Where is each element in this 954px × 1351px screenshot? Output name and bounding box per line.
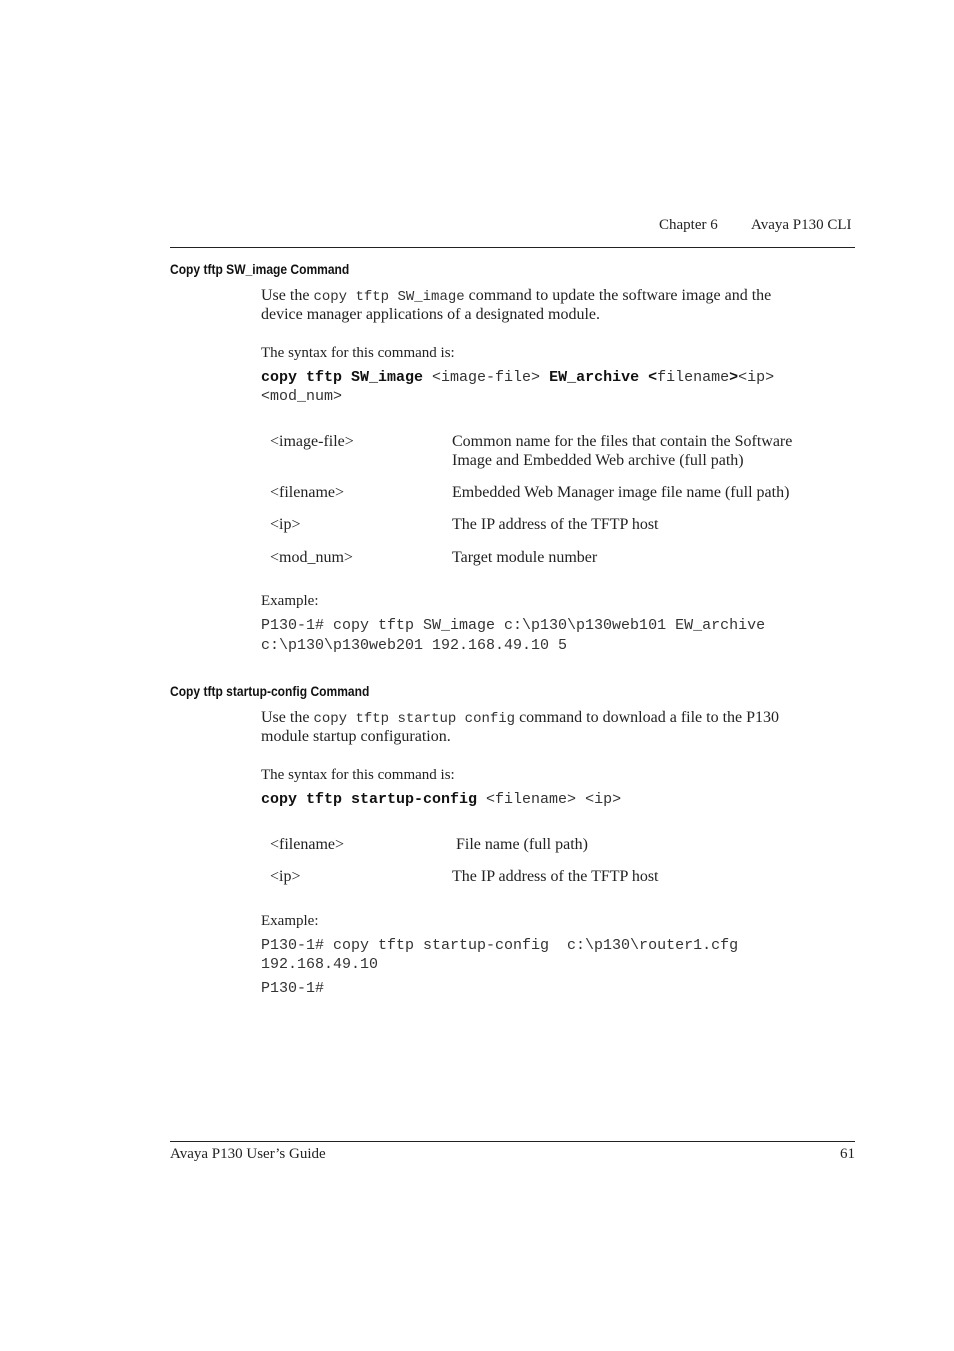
syntax-keyword-ew-archive: EW_archive < xyxy=(549,369,658,386)
section2-example-line: P130-1# xyxy=(261,980,325,997)
param-desc: Target module number xyxy=(452,549,598,566)
intro-code: copy tftp startup config xyxy=(313,711,516,727)
intro-suffix: command to update the software image and the xyxy=(464,287,772,304)
section1-example-line: P130-1# copy tftp SW_image c:\p130\p130web101 EW_archive xyxy=(261,617,766,634)
syntax-bracket: > xyxy=(729,369,739,386)
param-desc: Image and Embedded Web archive (full path) xyxy=(452,452,744,469)
section2-syntax-intro: The syntax for this command is: xyxy=(261,767,455,783)
section1-example-line: c:\p130\p130web201 192.168.49.10 5 xyxy=(261,637,568,654)
param-name: <ip> xyxy=(270,868,301,885)
section1-intro-line1 xyxy=(261,286,771,307)
syntax-command: copy tftp startup-config xyxy=(261,791,478,808)
section2-example-label: Example: xyxy=(261,913,319,929)
header-chapter: Chapter 6 xyxy=(659,217,718,233)
param-name: <image-file> xyxy=(270,433,354,450)
intro-suffix: command to download a file to the P130 xyxy=(515,709,780,726)
section-heading-startup-config: Copy tftp startup-config Command xyxy=(170,683,370,699)
section2-example-line: 192.168.49.10 xyxy=(261,956,379,973)
section2-intro-line1 xyxy=(261,708,779,729)
param-name: <ip> xyxy=(270,516,301,533)
param-desc: The IP address of the TFTP host xyxy=(452,868,659,885)
syntax-command: copy tftp SW_image xyxy=(261,369,424,386)
header-rule xyxy=(170,247,855,248)
param-desc: Embedded Web Manager image file name (full path) xyxy=(452,484,790,501)
param-desc: The IP address of the TFTP host xyxy=(452,516,659,533)
syntax-args: <filename> <ip> xyxy=(477,791,622,808)
page-number: 61 xyxy=(840,1146,855,1162)
section1-syntax-line2: <mod_num> xyxy=(261,388,343,405)
param-desc: Common name for the files that contain the Software xyxy=(452,433,793,450)
header-title: Avaya P130 CLI xyxy=(751,217,852,233)
param-name: <filename> xyxy=(270,836,345,853)
syntax-arg-image-file: <image-file> xyxy=(423,369,550,386)
intro-code: copy tftp SW_image xyxy=(313,289,465,305)
section2-intro-line2: module startup configuration. xyxy=(261,728,451,745)
section1-example-label: Example: xyxy=(261,593,319,609)
param-name: <mod_num> xyxy=(270,549,353,566)
syntax-arg-filename: filename xyxy=(657,369,730,386)
section2-example-line: P130-1# copy tftp startup-config c:\p130\router1.cfg xyxy=(261,937,739,954)
param-name: <filename> xyxy=(270,484,345,501)
section-heading-sw-image: Copy tftp SW_image Command xyxy=(170,261,350,277)
footer-guide-title: Avaya P130 User’s Guide xyxy=(170,1146,326,1162)
intro-prefix: Use the xyxy=(261,287,314,304)
section1-syntax-line1 xyxy=(261,368,774,387)
section2-syntax-line xyxy=(261,790,621,809)
section1-intro-line2: device manager applications of a designated module. xyxy=(261,306,600,323)
section1-syntax-intro: The syntax for this command is: xyxy=(261,345,455,361)
syntax-arg-ip: <ip> xyxy=(738,369,775,386)
footer-rule xyxy=(170,1141,855,1142)
param-desc: File name (full path) xyxy=(456,836,588,853)
intro-prefix: Use the xyxy=(261,709,314,726)
